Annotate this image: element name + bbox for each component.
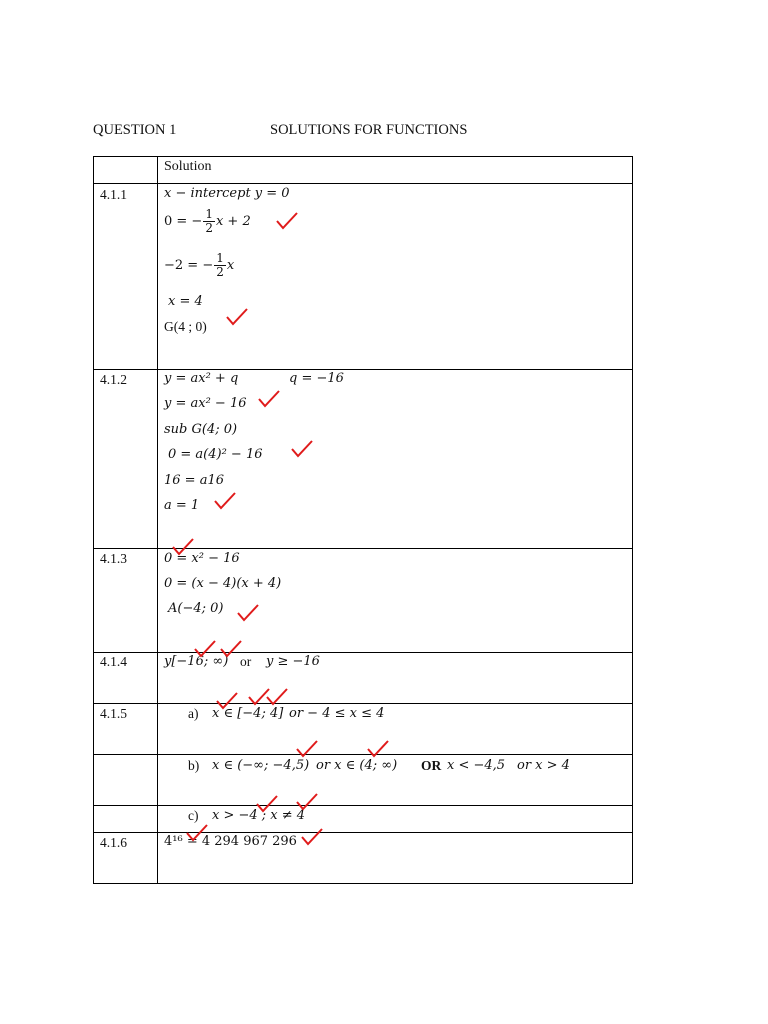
solution-line: sub G(4; 0) bbox=[164, 422, 238, 437]
red-tick-icon bbox=[214, 492, 236, 510]
red-tick-icon bbox=[291, 440, 313, 458]
red-tick-icon bbox=[256, 795, 278, 813]
part-label bbox=[188, 808, 199, 824]
solution-line: x > −4 ; x ≠ 4 bbox=[212, 808, 306, 823]
red-tick-icon bbox=[216, 692, 238, 710]
red-tick-icon bbox=[367, 740, 389, 758]
red-tick-icon bbox=[194, 640, 216, 658]
red-tick-icon bbox=[237, 604, 259, 622]
solution-line: 4¹⁶ = 4 294 967 296 bbox=[164, 834, 297, 849]
row-divider bbox=[94, 369, 632, 370]
document-title: SOLUTIONS FOR FUNCTIONS bbox=[270, 122, 468, 138]
fraction-numerator: 1 bbox=[216, 251, 224, 265]
equation-left: 0 = − bbox=[164, 214, 203, 229]
fraction-numerator: 1 bbox=[205, 207, 213, 221]
solution-line: x = 4 bbox=[168, 294, 203, 309]
column-divider bbox=[157, 157, 158, 883]
solution-line: y ≥ −16 bbox=[266, 654, 320, 669]
red-tick-icon bbox=[301, 828, 323, 846]
solutions-table bbox=[93, 156, 633, 884]
solution-line bbox=[164, 319, 207, 335]
solution-line: or x ∈ (4; ∞) bbox=[316, 758, 398, 773]
solution-line: a = 1 bbox=[164, 498, 200, 513]
question-number-4-1-4: 4.1.4 bbox=[100, 654, 127, 669]
red-tick-icon bbox=[276, 212, 298, 230]
solution-line bbox=[421, 758, 441, 774]
row-divider bbox=[94, 703, 632, 704]
part-c-label: c) bbox=[188, 808, 199, 823]
solution-line: 0 = (x − 4)(x + 4) bbox=[164, 576, 282, 591]
solution-line: or x > 4 bbox=[517, 758, 570, 773]
solution-line: 0 = x² − 16 bbox=[164, 551, 240, 566]
solution-line: x < −4,5 bbox=[447, 758, 506, 773]
part-label bbox=[188, 706, 199, 722]
or-word-bold: OR bbox=[421, 758, 442, 773]
red-tick-icon bbox=[186, 824, 208, 842]
red-tick-icon bbox=[220, 640, 242, 658]
question-number-4-1-1: 4.1.1 bbox=[100, 187, 127, 202]
question-number-4-1-3: 4.1.3 bbox=[100, 551, 127, 566]
solution-line bbox=[164, 252, 234, 279]
equation-right: x bbox=[226, 258, 235, 273]
solution-line: q = −16 bbox=[289, 371, 344, 386]
red-tick-icon bbox=[296, 793, 318, 811]
question-number-4-1-6: 4.1.6 bbox=[100, 835, 127, 850]
or-word: or bbox=[240, 654, 252, 669]
red-tick-icon bbox=[296, 740, 318, 758]
solution-line: y[−16; ∞) bbox=[164, 654, 229, 669]
solution-line bbox=[164, 208, 251, 235]
part-b-label: b) bbox=[188, 758, 200, 773]
solution-line: 16 = a16 bbox=[164, 473, 224, 488]
solution-line: or − 4 ≤ x ≤ 4 bbox=[289, 706, 385, 721]
part-a-label: a) bbox=[188, 706, 199, 721]
question-number-4-1-2: 4.1.2 bbox=[100, 372, 127, 387]
question-title: QUESTION 1 bbox=[93, 122, 177, 138]
page-header bbox=[93, 122, 468, 139]
equation-left: −2 = − bbox=[164, 258, 214, 273]
row-divider bbox=[94, 832, 632, 833]
solution-line: 0 = a(4)² − 16 bbox=[168, 447, 263, 462]
red-tick-icon bbox=[258, 390, 280, 408]
solution-line: x ∈ (−∞; −4,5) bbox=[212, 758, 310, 773]
solution-line: y = ax² − 16 bbox=[164, 396, 247, 411]
row-divider bbox=[94, 183, 632, 184]
fraction bbox=[214, 252, 226, 279]
solution-header: Solution bbox=[164, 159, 212, 174]
fraction-denominator: 2 bbox=[205, 221, 213, 235]
row-divider bbox=[94, 652, 632, 653]
solution-line: x − intercept y = 0 bbox=[164, 186, 290, 201]
point-label: G(4 ; 0) bbox=[164, 319, 207, 334]
fraction bbox=[203, 208, 215, 235]
red-tick-icon bbox=[266, 688, 288, 706]
part-label bbox=[188, 758, 199, 774]
question-number-4-1-5: 4.1.5 bbox=[100, 706, 127, 721]
red-tick-icon bbox=[172, 538, 194, 556]
solution-line: A(−4; 0) bbox=[168, 601, 224, 616]
fraction-denominator: 2 bbox=[216, 265, 224, 279]
red-tick-icon bbox=[226, 308, 248, 326]
row-divider bbox=[94, 754, 632, 755]
solution-line: x ∈ [−4; 4] bbox=[212, 706, 284, 721]
equation-right: x + 2 bbox=[215, 214, 251, 229]
solution-line: y = ax² + q bbox=[164, 371, 239, 386]
row-divider bbox=[94, 805, 632, 806]
